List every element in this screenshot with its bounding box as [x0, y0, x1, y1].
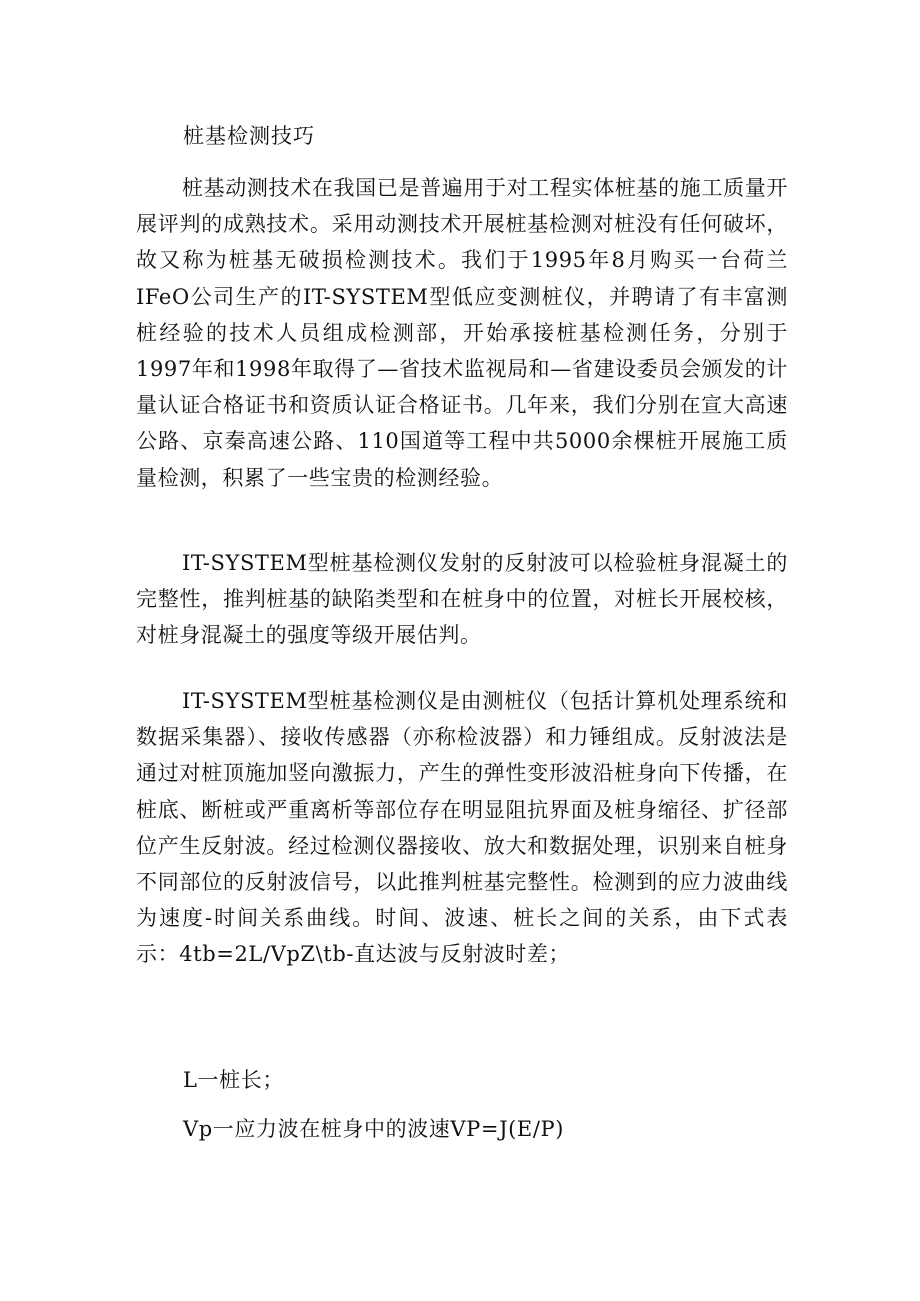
document-title: 桩基检测技巧	[183, 124, 315, 148]
paragraph-intro: 桩基动测技术在我国已是普遍用于对工程实体桩基的施工质量开展评判的成熟技术。采用动测技术开展桩基检测对桩没有任何破坏，故又称为桩基无破损检测技术。我们于1995年8月购买一台荷兰IFeO公司生产的IT-SYSTEM型低应变测桩仪，并聘请了有丰富测桩经验的技术人员组成检测部，开始承接桩基检测任务，分别于1997年和1998年取得了—省技术监视局和—省建设委员会颁发的计量认证合格证书和资质认证合格证书。几年来，我们分别在宣大高速公路、京秦高速公路、110国道等工程中共5000余棵桩开展施工质量检测，积累了一些宝贵的检测经验。	[136, 176, 788, 490]
paragraph-method: IT-SYSTEM型桩基检测仪是由测桩仪（包括计算机处理系统和数据采集器）、接收传感器（亦称检波器）和力锤组成。反射波法是通过对桩顶施加竖向激振力，产生的弹性变形波沿桩身向下传播，在桩底、断桩或严重离析等部位存在明显阻抗界面及桩身缩径、扩径部位产生反射波。经过检测仪器接收、放大和数据处理，识别来自桩身不同部位的反射波信号，以此推判桩基完整性。检测到的应力波曲线为速度-时间关系曲线。时间、波速、桩长之间的关系，由下式表示：4tb=2L∕VpZ\tb-直达波与反射波时差；	[136, 689, 788, 967]
definition-pile-length: L一桩长；	[183, 1068, 284, 1092]
paragraph-capability: IT-SYSTEM型桩基检测仪发射的反射波可以检验桩身混凝土的完整性，推判桩基的缺陷类型和在桩身中的位置，对桩长开展校核，对桩身混凝土的强度等级开展估判。	[136, 551, 788, 648]
definition-wave-velocity: Vp一应力波在桩身中的波速VP=J(E∕P)	[183, 1117, 565, 1141]
